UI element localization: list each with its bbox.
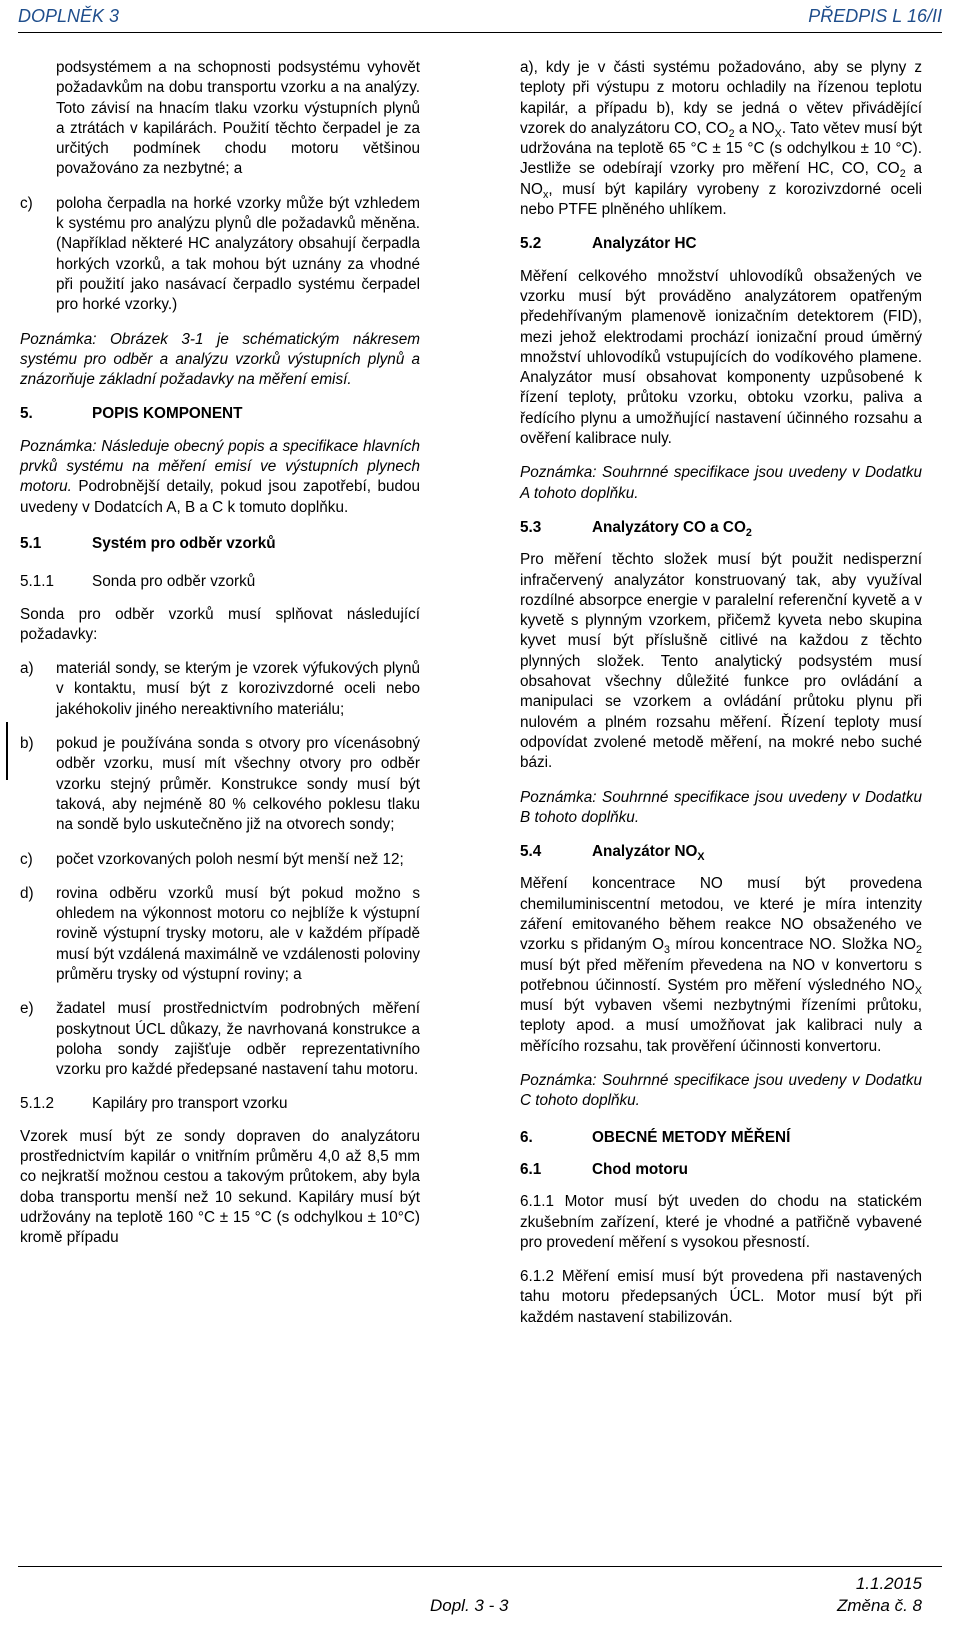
subsection-heading: 5.1.1 Sonda pro odběr vzorků [20, 573, 256, 591]
list-item: b) pokud je používána sonda s otvory pro vícenásobný odběr vzorku, musí mít všechny otvory pro odběr vzorku stejný průměr. Konstrukce sondy musí být taková, aby nejméně 80 % celkového poklesu tlaku na sondě bylo uskutečněno již na otvorech sondy; [20, 735, 420, 834]
paragraph: Měření celkového množství uhlovodíků obsažených ve vzorku musí být prováděno analyzátorem opatřeným předehřívaným plamenově ionizačním detektorem (FID), mezi jehož elektrodami prochází ionizační proud úměrný množství uhlovodíků vstupujících do vodíkového plamene. Analyzátor musí obsahovat komponenty uzpůsobené k řízení teploty, průtoku vzorku, obtoku vzorku, paliva a ředícího plynu a umožňující nastavení účinného rozsahu a ověření kalibrace nuly. [520, 267, 922, 448]
revision-bar [6, 722, 8, 780]
list-item: d) rovina odběru vzorků musí být pokud možno s ohledem na výkonnost motoru co nejblíže k výstupní rovině výstupní trysky motoru, ale v každém případě musí být vzdálená maximálně ve vzdálenosti poloviny průměru trysky od výstupní roviny; a [20, 884, 420, 983]
page-number: Dopl. 3 - 3 [430, 1596, 509, 1615]
left-column [20, 58, 420, 1263]
footer-divider [18, 1566, 942, 1567]
paragraph: Pro měření těchto složek musí být použit nedisperzní infračervený analyzátor konstruovaný tak, aby využíval rozdílné absorpce energie v paralelní referenční kyvetě a v kyvetě s plynným vzorkem, přičemž kyveta nebo skupina kyvet musí být příslušně citlivé na každou z těchto plynných složek. Tento analytický podsystém musí obsahovat všechny důležité funkce pro ovládání a manipulaci se vzorkem a ovládání průtoku plynu při nulovém a plném rozsahu měření. Řízení teploty musí odpovídat zvolené metodě měření, na mokré nebo suché bázi. [520, 551, 922, 772]
section-heading: 5.4 Analyzátor $NO_X$ [520, 843, 705, 864]
section-heading: 5. POPIS KOMPONENT [20, 405, 243, 423]
section-heading: 6. OBECNÉ METODY MĚŘENÍ [520, 1128, 791, 1146]
paragraph: 6.1.1 Motor musí být uveden do chodu na statickém zkušebním zařízení, které je vhodné a patřičně vybavené pro provedení měření s vysokou přesností. [520, 1193, 922, 1251]
footer-date: 1.1.2015 [855, 1574, 922, 1593]
note: Poznámka: Následuje obecný popis a specifikace hlavních prvků systému na měření emisí ve výstupních plynech motoru. Podrobnější detaily, pokud jsou zapotřebí, budou uvedeny v Dodatcích A, B a C k tomuto doplňku. [20, 437, 421, 516]
list-item: c) počet vzorkovaných poloh nesmí být menší než 12; [20, 850, 404, 868]
section-heading: 5.1 Systém pro odběr vzorků [20, 534, 276, 552]
note: Poznámka: Obrázek 3-1 je schématickým nákresem systému pro odběr a analýzu vzorků výstupních plynů a znázorňuje základní požadavky na měření emisí. [20, 330, 420, 389]
subsection-heading: 5.1.2 Kapiláry pro transport vzorku [20, 1095, 288, 1113]
paragraph: Vzorek musí být ze sondy dopraven do analyzátoru prostřednictvím kapilár o vnitřním průměru 4,0 až 8,5 mm co nejkratší možnou cestou a takovým průtokem, aby byla doba transportu menší než 10 sekund. Kapiláry musí být udržovány na teplotě 160 °C ± 15 °C (s odchylkou ± 10°C) kromě případu [20, 1127, 420, 1247]
page-header [0, 0, 960, 32]
change-number: Změna č. 8 [836, 1596, 922, 1615]
header-left: DOPLNĚK 3 [18, 6, 120, 26]
paragraph: a), kdy je v části systému požadováno, aby se plyny z teploty při výstupu z motoru ochladily na řízenou teplotu kapilár, a případu b), kdy se jedná o větev přivádějící vzorek do analyzátoru CO, $CO_2$ a $NO_X$. Tato větev musí být udržována na teplotě 65 °C ± 15 °C (s odchylkou ± 10 °C). Jestliže se odebírají vzorky pro měření HC, CO, $CO_2$ a $NO_x$, musí být kapiláry vyrobeny z korozivzdorné oceli nebo PTFE plněného uhlíkem. [520, 59, 923, 219]
header-right: PŘEDPIS L 16/II [808, 6, 942, 26]
list-item: c) poloha čerpadla na horké vzorky může být vzhledem k systému pro analýzu plynů dle požadavků měněna. (Například některé HC analyzátory obsahují čerpadla horkých vzorků, a tak mohou být uznány za vhodné při použití jako nasávací čerpadlo systému čerpadel pro horké vzorky.) [20, 194, 420, 314]
right-column [520, 58, 922, 1342]
note: Poznámka: Souhrnné specifikace jsou uvedeny v Dodatku B tohoto doplňku. [520, 788, 922, 826]
note: Poznámka: Souhrnné specifikace jsou uvedeny v Dodatku A tohoto doplňku. [520, 464, 922, 502]
paragraph: 6.1.2 Měření emisí musí být provedena při nastavených tahu motoru předepsaných ÚCL. Motor musí být při každém nastavení stabilizován. [520, 1268, 922, 1326]
paragraph: Měření koncentrace NO musí být provedena chemiluminiscentní metodou, ve které je míra intenzity záření emitovaného během reakce NO obsaženého ve vzorku s přidaným $O_3$ mírou koncentrace NO. Složka $NO_2$ musí být před měřením převedena na NO v konvertoru s potřebnou účinností. Systém pro měření výsledného $NO_X$ musí být vybaven všemi nezbytnými řízeními průtoku, teploty apod. a musí umožňovat jak kalibraci nuly a měřícího rozsahu, tak prověření účinnosti konvertoru. [520, 875, 922, 1055]
paragraph: Sonda pro odběr vzorků musí splňovat následující požadavky: [20, 605, 420, 643]
section-heading: 5.3 Analyzátory CO a $CO_2$ [520, 518, 752, 539]
list-item: a) materiál sondy, se kterým je vzorek výfukových plynů v kontaktu, musí být z korozivzdorné oceli nebo jakéhokoliv jiného nereaktivního materiálu; [20, 660, 420, 718]
section-heading: 5.2 Analyzátor HC [520, 235, 697, 253]
list-item: e) žadatel musí prostřednictvím podrobných měření poskytnout ÚCL důkazy, že navrhovaná konstrukce a poloha sondy zajišťuje odběr reprezentativního vzorku pro každé předepsané nastavení tahu motoru. [20, 1000, 420, 1079]
header-divider [18, 32, 942, 33]
note: Poznámka: Souhrnné specifikace jsou uvedeny v Dodatku C tohoto doplňku. [520, 1072, 922, 1110]
section-heading: 6.1 Chod motoru [520, 1160, 689, 1178]
paragraph: podsystémem a na schopnosti podsystému vyhovět požadavkům na dobu transportu vzorku a na analýzy. Toto závisí na hnacím tlaku vzorku výstupních plynů a ztrátách v kapilárách. Použití těchto čerpadel je za určitých podmínek chodu motoru většinou považováno za nezbytné; a [56, 59, 420, 178]
